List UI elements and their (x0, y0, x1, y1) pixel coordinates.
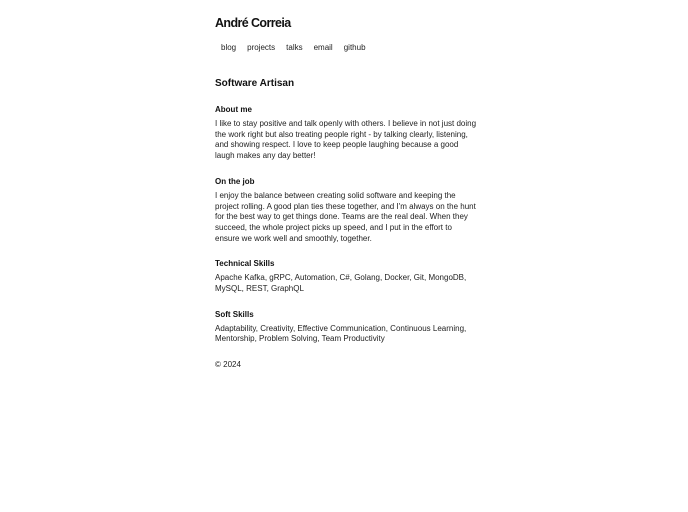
section-title-on-the-job: On the job (215, 176, 255, 186)
nav-link-blog[interactable]: blog (221, 43, 237, 52)
section-soft-skills (215, 309, 477, 345)
section-title-about-me: About me (215, 105, 252, 114)
main-nav (215, 43, 477, 53)
content-column (215, 0, 477, 370)
section-technical-skills (215, 258, 477, 294)
section-title-technical-skills: Technical Skills (215, 259, 275, 269)
nav-link-email[interactable]: email (313, 43, 333, 52)
section-body-soft-skills: Adaptability, Creativity, Effective Communication, Continuous Learning, Mentorship, Problem Solving, Team Productivity (215, 323, 467, 344)
section-body-technical-skills: Apache Kafka, gRPC, Automation, C#, Golang, Docker, Git, MongoDB, MySQL, REST, GraphQL (215, 273, 467, 294)
page-headline: Software Artisan (215, 78, 295, 89)
nav-link-talks[interactable]: talks (286, 43, 303, 52)
nav-link-github[interactable]: github (343, 43, 366, 52)
section-body-about-me: I like to stay positive and talk openly with others. I believe in not just doing the work right but also treating people right - by talking clearly, listening, and showing respect. I love to keep people laughing because a good laugh makes any day better! (215, 119, 477, 161)
section-about-me (215, 104, 477, 162)
section-body-on-the-job: I enjoy the balance between creating solid software and keeping the project rolling. A good plan ties these together, and I'm always on the hunt for the best way to get things done. Teams are the real deal. When they succeed, the whole project picks up speed, and I put in the effort to ensure we work well and smoothly, together. (215, 190, 476, 243)
site-title-link[interactable]: André Correia (215, 16, 291, 30)
section-on-the-job (215, 176, 477, 245)
section-title-soft-skills: Soft Skills (215, 309, 254, 319)
footer-copyright: © 2024 (215, 360, 241, 370)
nav-link-projects[interactable]: projects (247, 43, 276, 52)
